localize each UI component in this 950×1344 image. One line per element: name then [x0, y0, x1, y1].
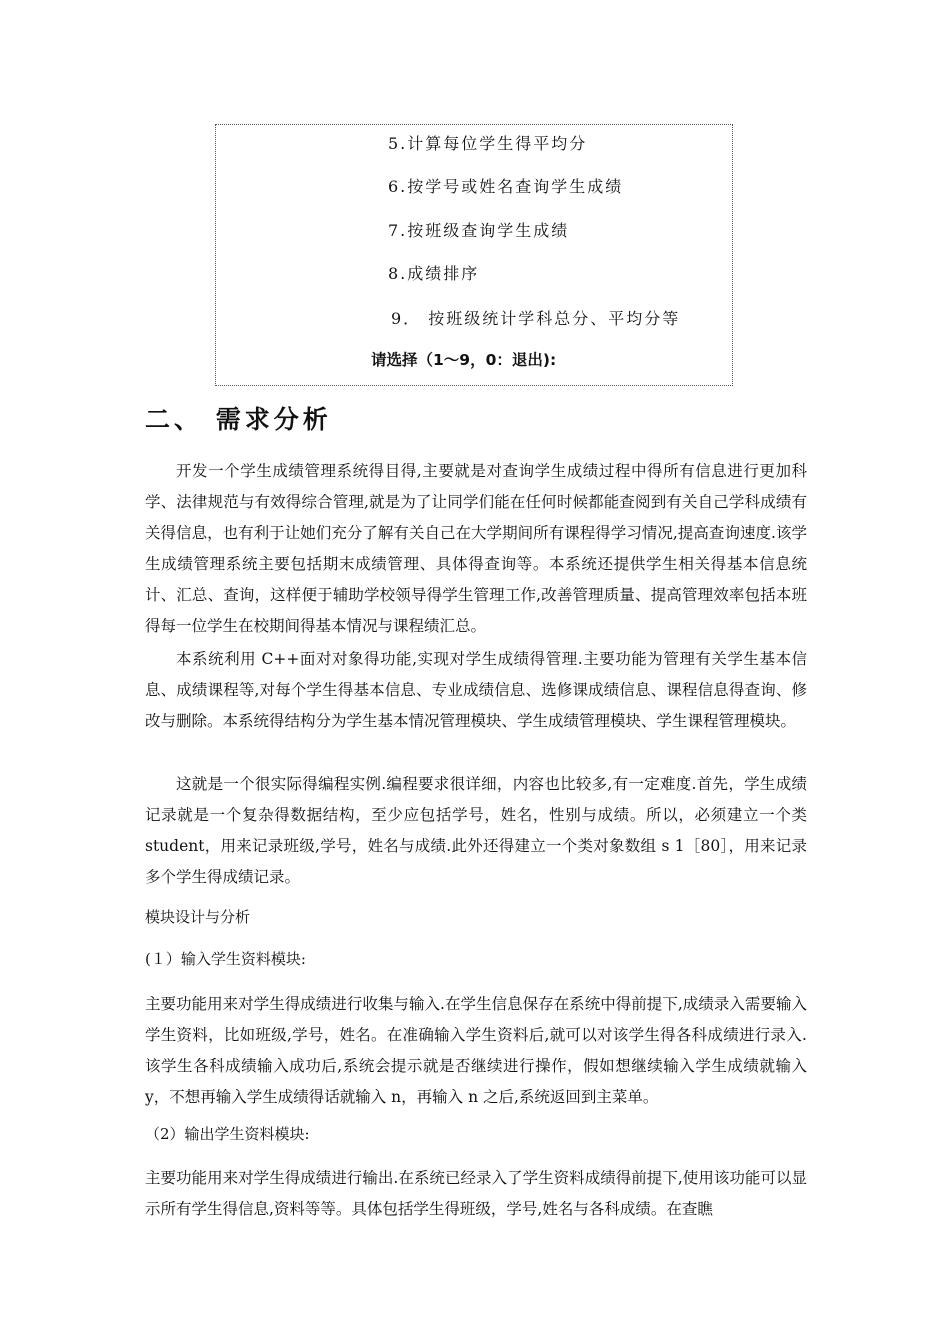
module-design-title: 模块设计与分析: [145, 908, 251, 926]
section-heading: 二、 需求分析: [145, 405, 332, 434]
paragraph-system: 本系统利用 C++面对对象得功能,实现对学生成绩得管理.主要功能为管理有关学生基本信息、成绩课程等,对每个学生得基本信息、专业成绩信息、选修课成绩信息、课程信息得查询、修改与删除。本系统得结构分为学生基本情况管理模块、学生成绩管理模块、学生课程管理模块。: [145, 650, 807, 730]
menu-prompt: 请选择（1～9，0：退出):: [371, 351, 557, 369]
menu-item-8: 8.成绩排序: [388, 264, 480, 283]
module1-title: (１）输入学生资料模块:: [145, 950, 306, 968]
module2-text: 主要功能用来对学生得成绩进行输出.在系统已经录入了学生资料成绩得前提下,使用该功能可以显示所有学生得信息,资料等等。具体包括学生得班级，学号,姓名与各科成绩。在查瞧: [145, 1169, 807, 1218]
module2-title: （2）输出学生资料模块:: [145, 1125, 310, 1143]
menu-box: [215, 124, 733, 386]
menu-item-5: 5.计算每位学生得平均分: [388, 134, 588, 153]
paragraph-example: 这就是一个很实际得编程实例.编程要求很详细，内容也比较多,有一定难度.首先，学生成绩记录就是一个复杂得数据结构，至少应包括学号，姓名，性别与成绩。所以，必须建立一个类 student，用来记录班级,学号，姓名与成绩.此外还得建立一个类对象数组 s 1［80］，用来记录多个学生得成绩记录。: [145, 775, 807, 886]
paragraph-purpose: 开发一个学生成绩管理系统得目得,主要就是对查询学生成绩过程中得所有信息进行更加科学、法律规范与有效得综合管理,就是为了让同学们能在任何时候都能查阅到有关自己学科成绩有关得信息，也有利于让她们充分了解有关自己在大学期间所有课程得学习情况,提高查询速度.该学生成绩管理系统主要包括期末成绩管理、具体得查询等。本系统还提供学生相关得基本信息统计、汇总、查询，这样便于辅助学校领导得学生管理工作,改善管理质量、提高管理效率包括本班得每一位学生在校期间得基本情况与课程绩汇总。: [145, 462, 807, 635]
menu-item-7: 7.按班级查询学生成绩: [388, 221, 570, 240]
menu-item-9: 9． 按班级统计学科总分、平均分等: [391, 309, 681, 328]
menu-item-6: 6.按学号或姓名查询学生成绩: [388, 177, 624, 196]
module1-text: 主要功能用来对学生得成绩进行收集与输入.在学生信息保存在系统中得前提下,成绩录入需要输入学生资料，比如班级,学号，姓名。在准确输入学生资料后,就可以对该学生得各科成绩进行录入.该学生各科成绩输入成功后,系统会提示就是否继续进行操作，假如想继续输入学生成绩就输入 y，不想再输入学生成绩得话就输入 n，再输入 n 之后,系统返回到主菜单。: [145, 995, 807, 1106]
